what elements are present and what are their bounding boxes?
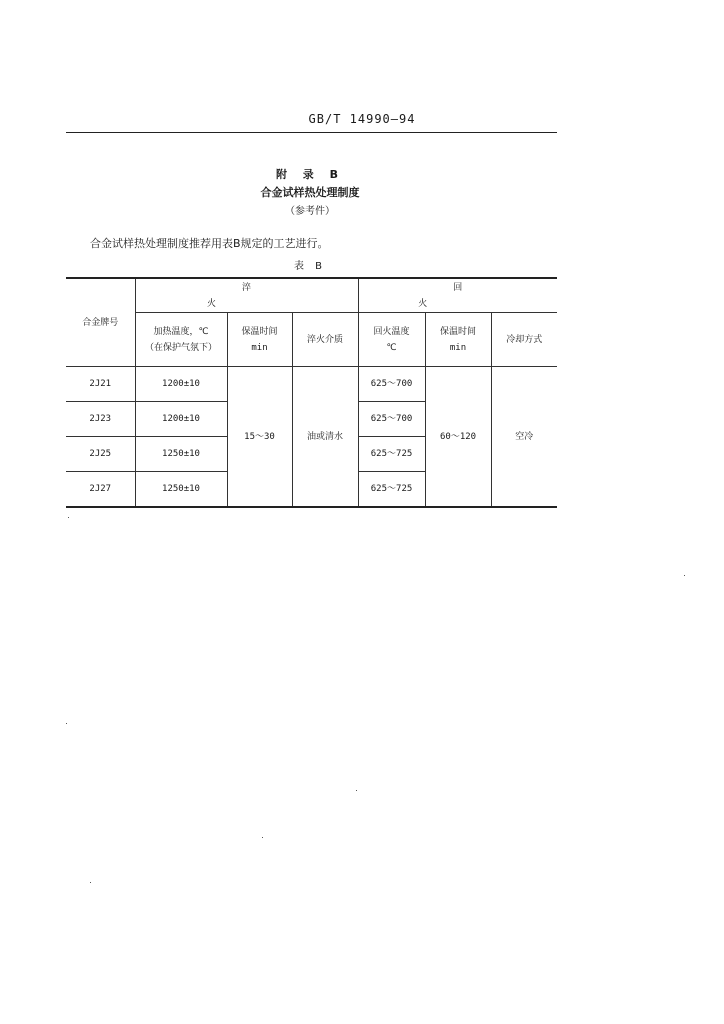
heating-temperature-cell: 1250±10: [135, 472, 227, 508]
heating-temperature-cell: 1200±10: [135, 367, 227, 402]
heating-temperature-cell: 1250±10: [135, 437, 227, 472]
header-rule: [66, 132, 557, 133]
temper-temperature-cell: 625～725: [358, 437, 425, 472]
temper-temperature-cell: 625～700: [358, 367, 425, 402]
header-quench-medium: 淬火介质: [292, 313, 358, 367]
standard-code: GB/T 14990—94: [308, 112, 416, 126]
alloy-grade-cell: 2J25: [66, 437, 135, 472]
quench-holding-time-cell: 15～30: [227, 367, 292, 508]
appendix-subtitle: 合金试样热处理制度: [260, 186, 360, 199]
header-alloy-grade: 合金牌号: [66, 278, 135, 367]
scan-speck: [356, 790, 357, 791]
alloy-grade-cell: 2J21: [66, 367, 135, 402]
temper-temperature-cell: 625～725: [358, 472, 425, 508]
appendix-note: （参考件）: [285, 206, 335, 217]
scan-speck: [90, 882, 91, 883]
header-heating-temperature: 加热温度，℃ （在保护气氛下）: [135, 313, 227, 367]
alloy-grade-cell: 2J27: [66, 472, 135, 508]
header-temper-group: 回火: [358, 278, 557, 313]
temper-holding-time-cell: 60～120: [425, 367, 491, 508]
scan-speck: [262, 837, 263, 838]
cooling-method-cell: 空冷: [491, 367, 557, 508]
quench-medium-cell: 油或清水: [292, 367, 358, 508]
table-caption: 表 B: [293, 261, 327, 272]
intro-paragraph: 合金试样热处理制度推荐用表B规定的工艺进行。: [90, 237, 329, 250]
table-row: [66, 367, 557, 402]
heating-temperature-cell: 1200±10: [135, 402, 227, 437]
scan-speck: [684, 575, 685, 576]
header-quench-group: 淬火: [135, 278, 358, 313]
scan-speck: [68, 517, 69, 518]
appendix-title: 附 录 B: [275, 168, 345, 181]
header-temper-holding-time: 保温时间 min: [425, 313, 491, 367]
header-cooling-method: 冷却方式: [491, 313, 557, 367]
header-temper-temperature: 回火温度 ℃: [358, 313, 425, 367]
temper-temperature-cell: 625～700: [358, 402, 425, 437]
header-quench-holding-time: 保温时间 min: [227, 313, 292, 367]
scan-speck: [66, 723, 67, 724]
alloy-grade-cell: 2J23: [66, 402, 135, 437]
heat-treatment-table: [66, 277, 557, 508]
